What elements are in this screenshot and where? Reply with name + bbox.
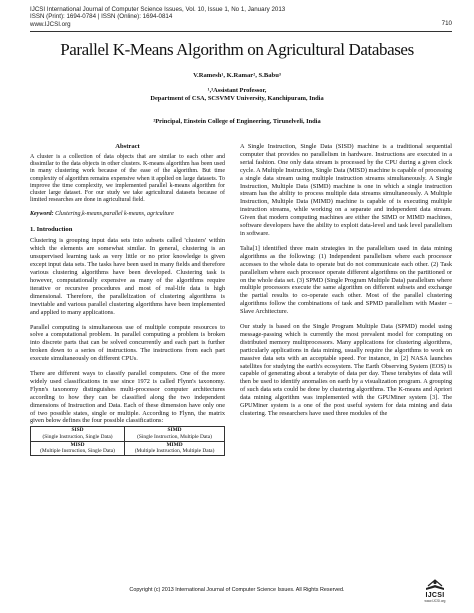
paper-title: Parallel K-Means Algorithm on Agricultural Databases (60, 40, 414, 59)
affiliation-1-role: ¹,³Assistant Professor, (207, 87, 267, 94)
keywords (30, 211, 225, 218)
cell-desc: (Multiple Instruction, Single Data) (40, 448, 115, 455)
right-paragraph-3: Our study is based on the Single Program Multiple Data (SPMD) model using message-passing which is currently the most prevalent model for computing on distributed memory multiprocessors. Many applications for clustering algorithms, particularly applications in data mining, usually require the algorithms to work on massive data sets with an acceptable speed. For instance, in [2] NASA launches satellites for studying the earth's ecosystem. The Earth Observing System (EOS) is capable of generating about a terabyte of data per day. These terabytes of data will then be used to identify anomalies on earth by a visualization program. A grouping of such data sets could be done by clustering algorithms. The K-means and Apriori data mining algorithm was implemented with the GPUMiner system [3]. The GPUMiner system is a one of the post useful system for data mining and data clustering. The researchers have used three modules of the (240, 323, 452, 417)
right-paragraph-1: A Single Instruction, Single Data (SISD) machine is a traditional sequential computer that provides no parallelism in hardware. Instructions are executed in a serial fashion. One only data stream is processed by the CPU during a given clock cycle. A Multiple Instruction, Single Data (MISD) machine is capable of processing a single data stream using multiple instruction streams simultaneously. A Single Instruction, Multiple Data (SIMD) machine is one in which a single instruction stream has the ability to process multiple data streams simultaneously. A Multiple Instruction, Multiple Data (MIMD) machine is capable of is executing multiple instruction streams, while working on a separate and independent data stream. Given that modern computing machines are either the SIMD or MIMD machines, software developers have the ability to exploit data-level and task level parallelism in software. (240, 143, 452, 237)
journal-citation: IJCSI International Journal of Computer Science Issues, Vol. 10, Issue 1, No 1, January 2013 (30, 6, 286, 13)
right-column (240, 143, 452, 425)
table-cell (125, 427, 225, 441)
table-cell (125, 441, 225, 455)
flynn-taxonomy-table (30, 426, 225, 455)
cell-desc: (Single Instruction, Multiple Data) (137, 433, 212, 440)
cell-desc: (Multiple Instruction, Multiple Data) (134, 448, 215, 455)
abstract-heading: Abstract (115, 143, 140, 150)
table-row (31, 427, 225, 441)
left-column (30, 143, 225, 456)
cell-code: SIMD (167, 427, 182, 434)
affiliation-2: ²Principal, Einstein College of Engineering, Tirunelveli, India (153, 118, 321, 125)
logo-subtext: www.IJCSI.org (424, 599, 446, 603)
journal-website: www.IJCSI.org (30, 20, 71, 28)
affiliation-1 (0, 87, 474, 103)
header-rule (30, 31, 452, 32)
intro-paragraph-2: Parallel computing is simultaneous use of multiple compute resources to solve a computational problem. In parallel computing a problem is broken into discrete parts that can be solved concurrently and each part is further broken down to a series of instructions. The instructions from each part execute simultaneously on different CPUs. (30, 323, 225, 363)
keywords-label: Keyword: (30, 211, 54, 218)
table-cell (31, 441, 125, 455)
abstract-text: A cluster is a collection of data objects that are similar to each other and dissimilar to the data objects in other clusters. K-means algorithm has been used in many clustering work because of the ease of the algorithm. But time complexity of algorithm remains expensive when it applied on large datasets. To improve the time complexity, we implemented parallel k-means algorithm for cluster large dataset. For our study we take agricultural datasets because of limited researches are done in agricultural field. (30, 153, 225, 204)
paper-authors: V.Ramesh¹, K.Ramar², S.Babu³ (193, 72, 281, 79)
cell-code: MIMD (166, 441, 183, 448)
right-paragraph-2: Talia[1] identified three main strategies in the parallelism used in data mining algorithms as the following: (1) Independent parallelism where each processor accesses to the whole data to operate but do not communicate each other. (2) Task parallelism where each processor operate different algorithms on the partitioned or on the whole data set. (3) SPMD (Single Program Multiple Data) parallelism where multiple processors execute the same algorithm on different subsets and exchange the partial results to co-operate each other. Most of the parallel clustering algorithms follow the combinations of task and SPMD parallelism with Master – Slave Architecture. (240, 244, 452, 316)
logo-text: IJCSI (425, 592, 445, 599)
intro-heading: 1. Introduction (30, 225, 73, 233)
cell-code: SISD (71, 427, 84, 434)
cell-code: MISD (70, 441, 85, 448)
logo-book-icon (424, 577, 446, 592)
table-cell (31, 427, 125, 441)
keywords-value: Clustering,k-means,parallel k-means, agriculture (55, 211, 174, 218)
intro-paragraph-3: There are different ways to classify parallel computers. One of the more widely used classifications in use since 1972 is called Flynn's taxonomy. Flynn's taxonomy distinguishes multi-processor computer architectures according to how they can be classified along the two independent dimensions of Instruction and Data. Each of these dimension have only one of two possible states, single or multiple. According to Flynn, the matrix given below defines the four possible classifications: (30, 370, 225, 425)
table-row (31, 441, 225, 455)
cell-desc: (Single Instruction, Single Data) (42, 433, 113, 440)
journal-header (30, 6, 450, 28)
journal-issn: ISSN (Print): 1694-0784 | ISSN (Online): 1694-0814 (30, 13, 173, 21)
copyright-footer: Copyright (c) 2013 International Journal of Computer Science Issues. All Rights Reserved. (129, 587, 345, 593)
intro-paragraph-1: Clustering is grouping input data sets into subsets called 'clusters' within which the elements are somewhat similar. In general, clustering is an unsupervised learning task as very little or no prior knowledge is given except input data sets. The tasks have been used in many fields and therefore various clustering algorithms have been developed. Clustering task is however, computationally expensive as many of the algorithms require iterative or recursive procedures and most of real-life data is high dimensional. Therefore, the parallelization of clustering algorithms is inevitable and various parallel clustering algorithms have been implemented and applied to many applications. (30, 237, 225, 316)
page-number: 710 (441, 20, 452, 27)
journal-logo (414, 577, 456, 603)
affiliation-1-dept: Department of CSA, SCSVMV University, Kanchipuram, India (150, 95, 324, 102)
